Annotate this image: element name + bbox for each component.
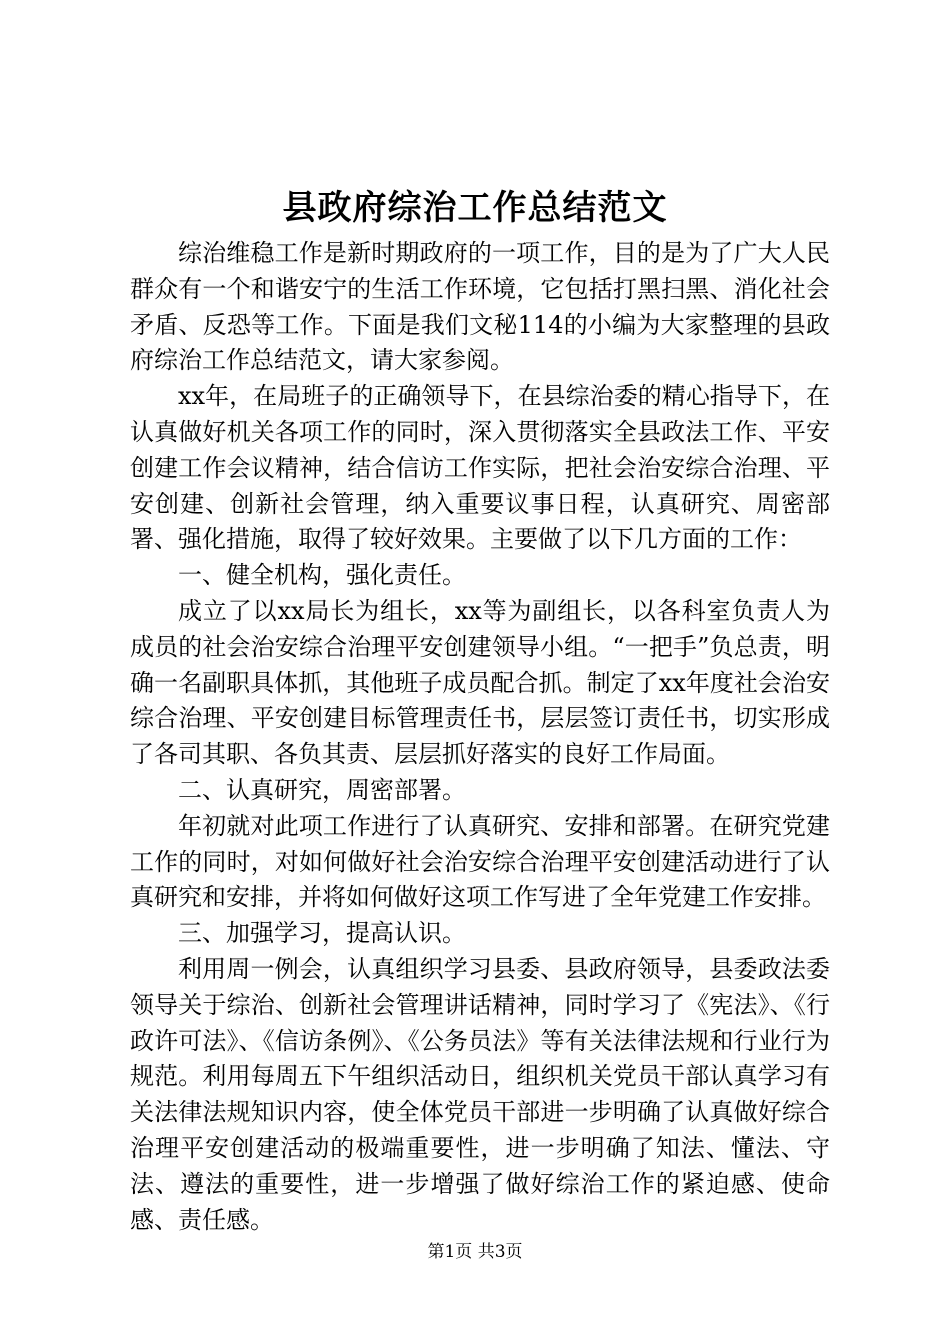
section-heading-3: 三、加强学习，提高认识。	[178, 919, 466, 948]
paragraph-section-3: 利用周一例会，认真组织学习县委、县政府领导，县委政法委领导关于综治、创新社会管理讲话精神，同时学习了《宪法》、《行政许可法》、《信访条例》、《公务员法》等有关法律法规和行业行为规范。利用每周五下午组织活动日，组织机关党员干部认真学习有关法律法规知识内容，使全体党员干部进一步明确了认真做好综合治理平安创建活动的极端重要性，进一步明确了知法、懂法、守法、遵法的重要性，进一步增强了做好综治工作的紧迫感、使命感、责任感。	[130, 954, 830, 1234]
section-heading-1: 一、健全机构，强化责任。	[178, 561, 466, 590]
document-body	[130, 236, 830, 1238]
page-number-footer: 第1页 共3页	[427, 1242, 523, 1262]
paragraph-section-2: 年初就对此项工作进行了认真研究、安排和部署。在研究党建工作的同时，对如何做好社会治安综合治理平安创建活动进行了认真研究和安排，并将如何做好这项工作写进了全年党建工作安排。	[130, 811, 830, 912]
paragraph-intro: 综治维稳工作是新时期政府的一项工作，目的是为了广大人民群众有一个和谐安宁的生活工作环境，它包括打黑扫黑、消化社会矛盾、反恐等工作。下面是我们文秘114的小编为大家整理的县政府综治工作总结范文，请大家参阅。	[130, 239, 830, 375]
section-heading-2: 二、认真研究，周密部署。	[178, 775, 466, 804]
paragraph-section-1: 成立了以xx局长为组长，xx等为副组长，以各科室负责人为成员的社会治安综合治理平安创建领导小组。“一把手”负总责，明确一名副职具体抓，其他班子成员配合抓。制定了xx年度社会治安综合治理、平安创建目标管理责任书，层层签订责任书，切实形成了各司其职、各负其责、层层抓好落实的良好工作局面。	[130, 596, 830, 769]
paragraph-overview: xx年，在局班子的正确领导下，在县综治委的精心指导下，在认真做好机关各项工作的同时，深入贯彻落实全县政法工作、平安创建工作会议精神，结合信访工作实际，把社会治安综合治理、平安创建、创新社会管理，纳入重要议事日程，认真研究、周密部署、强化措施，取得了较好效果。主要做了以下几方面的工作：	[130, 382, 830, 554]
document-title: 县政府综治工作总结范文	[282, 188, 668, 228]
